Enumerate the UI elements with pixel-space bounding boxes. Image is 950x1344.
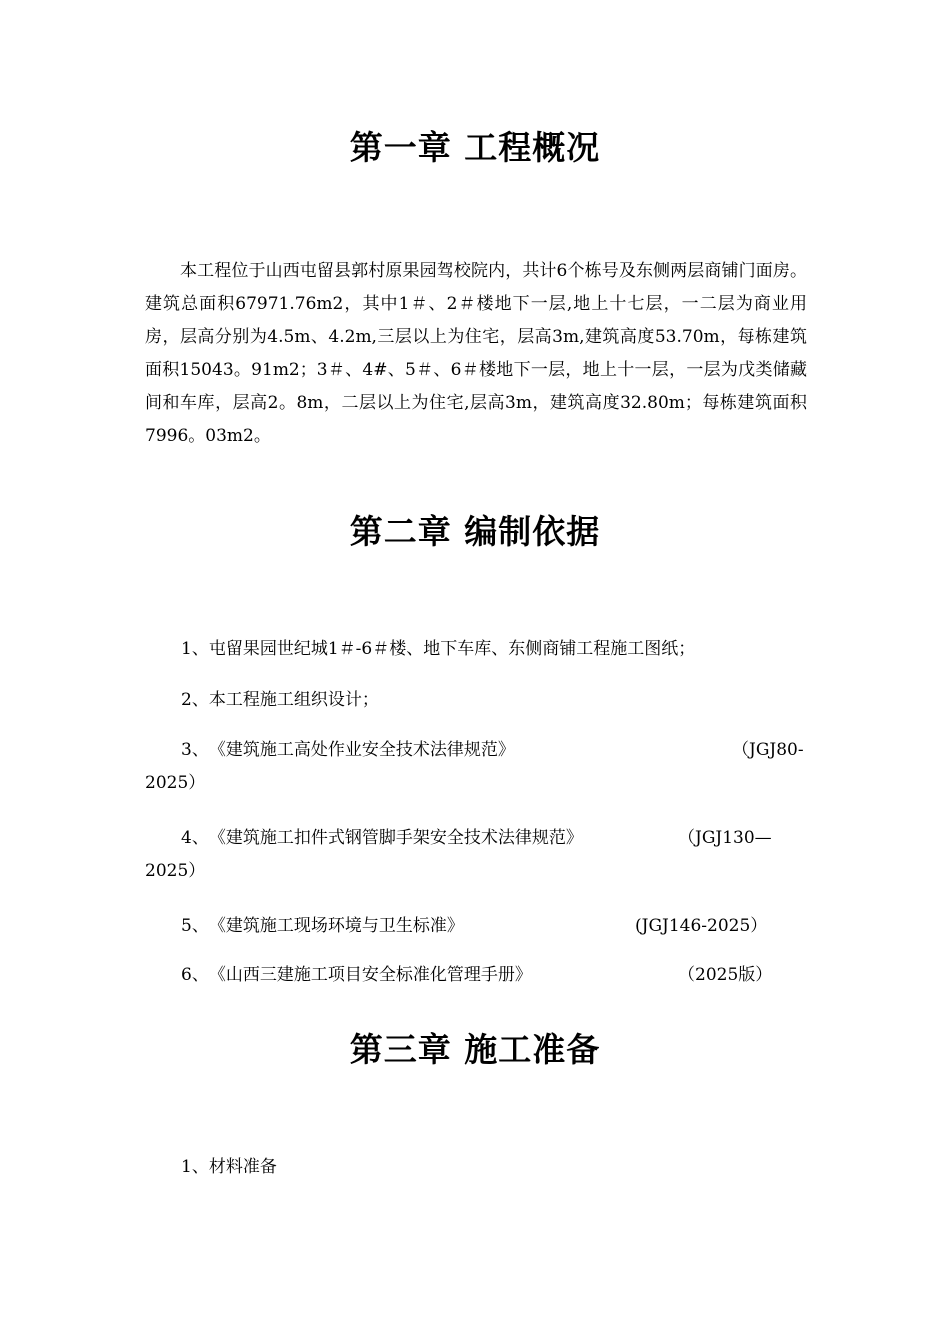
basis-item-number: 4、 (181, 828, 209, 848)
chapter-2-title: 第二章 编制依据 (349, 512, 601, 551)
chapter-1-title: 第一章 工程概况 (349, 128, 601, 167)
basis-item-number: 3、 (181, 740, 209, 760)
basis-item-3 (145, 734, 807, 800)
basis-item-4 (145, 822, 807, 888)
basis-item-number: 1、 (181, 639, 209, 659)
standard-code-continuation: 2025） (145, 773, 206, 793)
basis-item-number: 6、 (181, 965, 209, 985)
standard-code: （2025版） (678, 965, 773, 985)
preparation-item-number: 1、 (181, 1157, 209, 1177)
basis-item-number: 5、 (181, 916, 209, 936)
basis-item-5 (145, 910, 807, 943)
standard-code: （JGJ80- (732, 740, 804, 760)
project-overview-paragraph: 本工程位于山西屯留县郭村原果园驾校院内，共计6个栋号及东侧两层商铺门面房。建筑总面积67971.76m2，其中1＃、2＃楼地下一层,地上十七层，一二层为商业用房，层高分别为4.5m、4.2m,三层以上为住宅，层高3m,建筑高度53.70m，每栋建筑面积15043。91m2；3＃、4#、5＃、6＃楼地下一层，地上十一层，一层为戊类储藏间和车库，层高2。8m，二层以上为住宅,层高3m，建筑高度32.80m；每栋建筑面积7996。03m2。 (145, 261, 807, 446)
standard-code-continuation: 2025） (145, 861, 206, 881)
chapter-3-title: 第三章 施工准备 (349, 1030, 601, 1069)
standard-code: (JGJ146-2025） (635, 916, 768, 936)
basis-item-text: 《建筑施工高处作业安全技术法律规范》 (208, 740, 515, 760)
standard-code: （JGJ130— (678, 828, 772, 848)
basis-item-1 (145, 633, 807, 666)
preparation-item-text: 材料准备 (208, 1157, 277, 1177)
basis-item-6 (145, 959, 807, 992)
basis-item-text: 屯留果园世纪城1＃-6＃楼、地下车库、东侧商铺工程施工图纸； (208, 639, 696, 659)
basis-item-number: 2、 (181, 690, 209, 710)
preparation-item-1 (145, 1151, 807, 1184)
basis-item-text: 《建筑施工扣件式钢管脚手架安全技术法律规范》 (208, 828, 583, 848)
basis-item-text: 本工程施工组织设计； (208, 690, 379, 710)
basis-item-text: 《建筑施工现场环境与卫生标准》 (208, 916, 464, 936)
basis-item-text: 《山西三建施工项目安全标准化管理手册》 (208, 965, 532, 985)
basis-item-2 (145, 684, 807, 717)
